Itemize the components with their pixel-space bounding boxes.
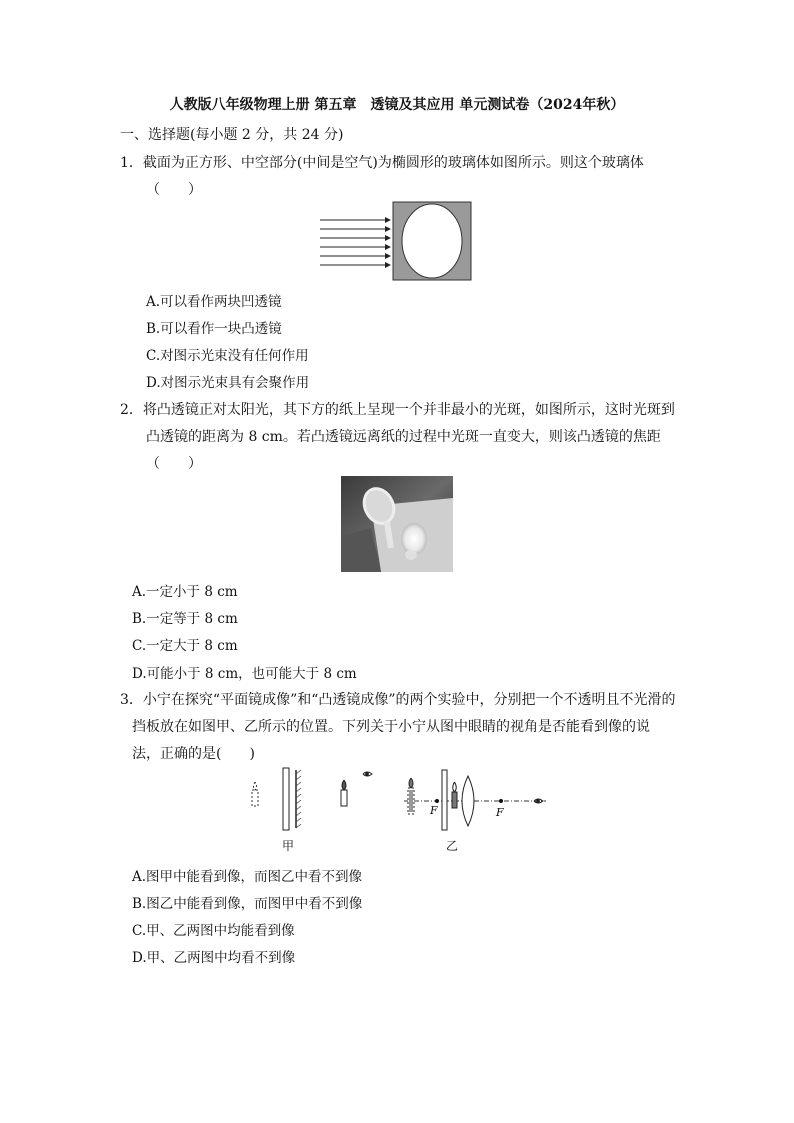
- focal-point-left: [435, 799, 439, 803]
- handle: [387, 522, 391, 548]
- question-2-line-1: 2．将凸透镜正对太阳光，其下方的纸上呈现一个并非最小的光斑，如图所示，这时光斑到: [120, 402, 675, 418]
- convex-lens: [462, 776, 474, 826]
- svg-text:F: F: [430, 804, 438, 817]
- label-jia: 甲: [282, 839, 295, 853]
- question-2-bracket: （ ）: [146, 456, 202, 472]
- question-2-line-2: 凸透镜的距离为 8 cm。若凸透镜远离纸的过程中光斑一直变大，则该凸透镜的焦距: [146, 429, 661, 445]
- question-2-option-d: D.可能小于 8 cm，也可能大于 8 cm: [132, 666, 357, 682]
- question-3-option-d: D.甲、乙两图中均看不到像: [132, 950, 296, 966]
- page-title: 人教版八年级物理上册 第五章 透镜及其应用 单元测试卷（2024年秋）: [169, 97, 625, 113]
- question-3-option-a: A.图甲中能看到像，而图乙中看不到像: [132, 869, 363, 885]
- question-1-line-1: 1．截面为正方形、中空部分(中间是空气)为椭圆形的玻璃体如图所示。则这个玻璃体: [120, 155, 644, 171]
- question-2-option-c: C.一定大于 8 cm: [132, 638, 238, 654]
- light-rays: [320, 220, 390, 265]
- eye-icon: [363, 772, 372, 776]
- question-2-option-a: A.一定小于 8 cm: [132, 584, 238, 600]
- image-candle: [452, 782, 457, 808]
- air-ellipse: [402, 204, 462, 278]
- light-spot: [401, 523, 427, 555]
- figure-yi-convex-lens: [400, 766, 550, 856]
- magnifier-photo: [341, 476, 453, 572]
- real-candle: [408, 778, 414, 814]
- barrier-board: [283, 768, 289, 830]
- barrier-board: [442, 770, 447, 830]
- focal-point-right: [499, 799, 503, 803]
- label-yi: 乙: [446, 839, 459, 853]
- question-3-line-1: 3．小宁在探究“平面镜成像”和“凸透镜成像”的两个实验中，分别把一个不透明且不光滑的: [120, 692, 676, 708]
- question-3-line-3: 法，正确的是( ): [132, 746, 255, 762]
- question-2-option-b: B.一定等于 8 cm: [132, 611, 238, 627]
- svg-text:F: F: [496, 806, 504, 819]
- question-1-option-c: C.对图示光束没有任何作用: [146, 348, 309, 364]
- question-3-option-b: B.图乙中能看到像，而图甲中看不到像: [132, 896, 363, 912]
- question-1-option-d: D.对图示光束具有会聚作用: [146, 375, 310, 391]
- question-3-option-c: C.甲、乙两图中均能看到像: [132, 923, 295, 939]
- question-1-bracket: （ ）: [146, 182, 202, 198]
- figure-jia-plane-mirror: [246, 766, 376, 856]
- question-3-line-2: 挡板放在如图甲、乙所示的位置。下列关于小宁从图中眼睛的视角是否能看到像的说: [132, 719, 650, 735]
- question-1-option-a: A.可以看作两块凹透镜: [146, 294, 282, 310]
- virtual-candle: [252, 782, 258, 806]
- glass-block-figure: [318, 200, 474, 284]
- candle: [341, 780, 347, 806]
- question-1-option-b: B.可以看作一块凸透镜: [146, 321, 282, 337]
- section-heading: 一、选择题(每小题 2 分，共 24 分): [120, 127, 344, 143]
